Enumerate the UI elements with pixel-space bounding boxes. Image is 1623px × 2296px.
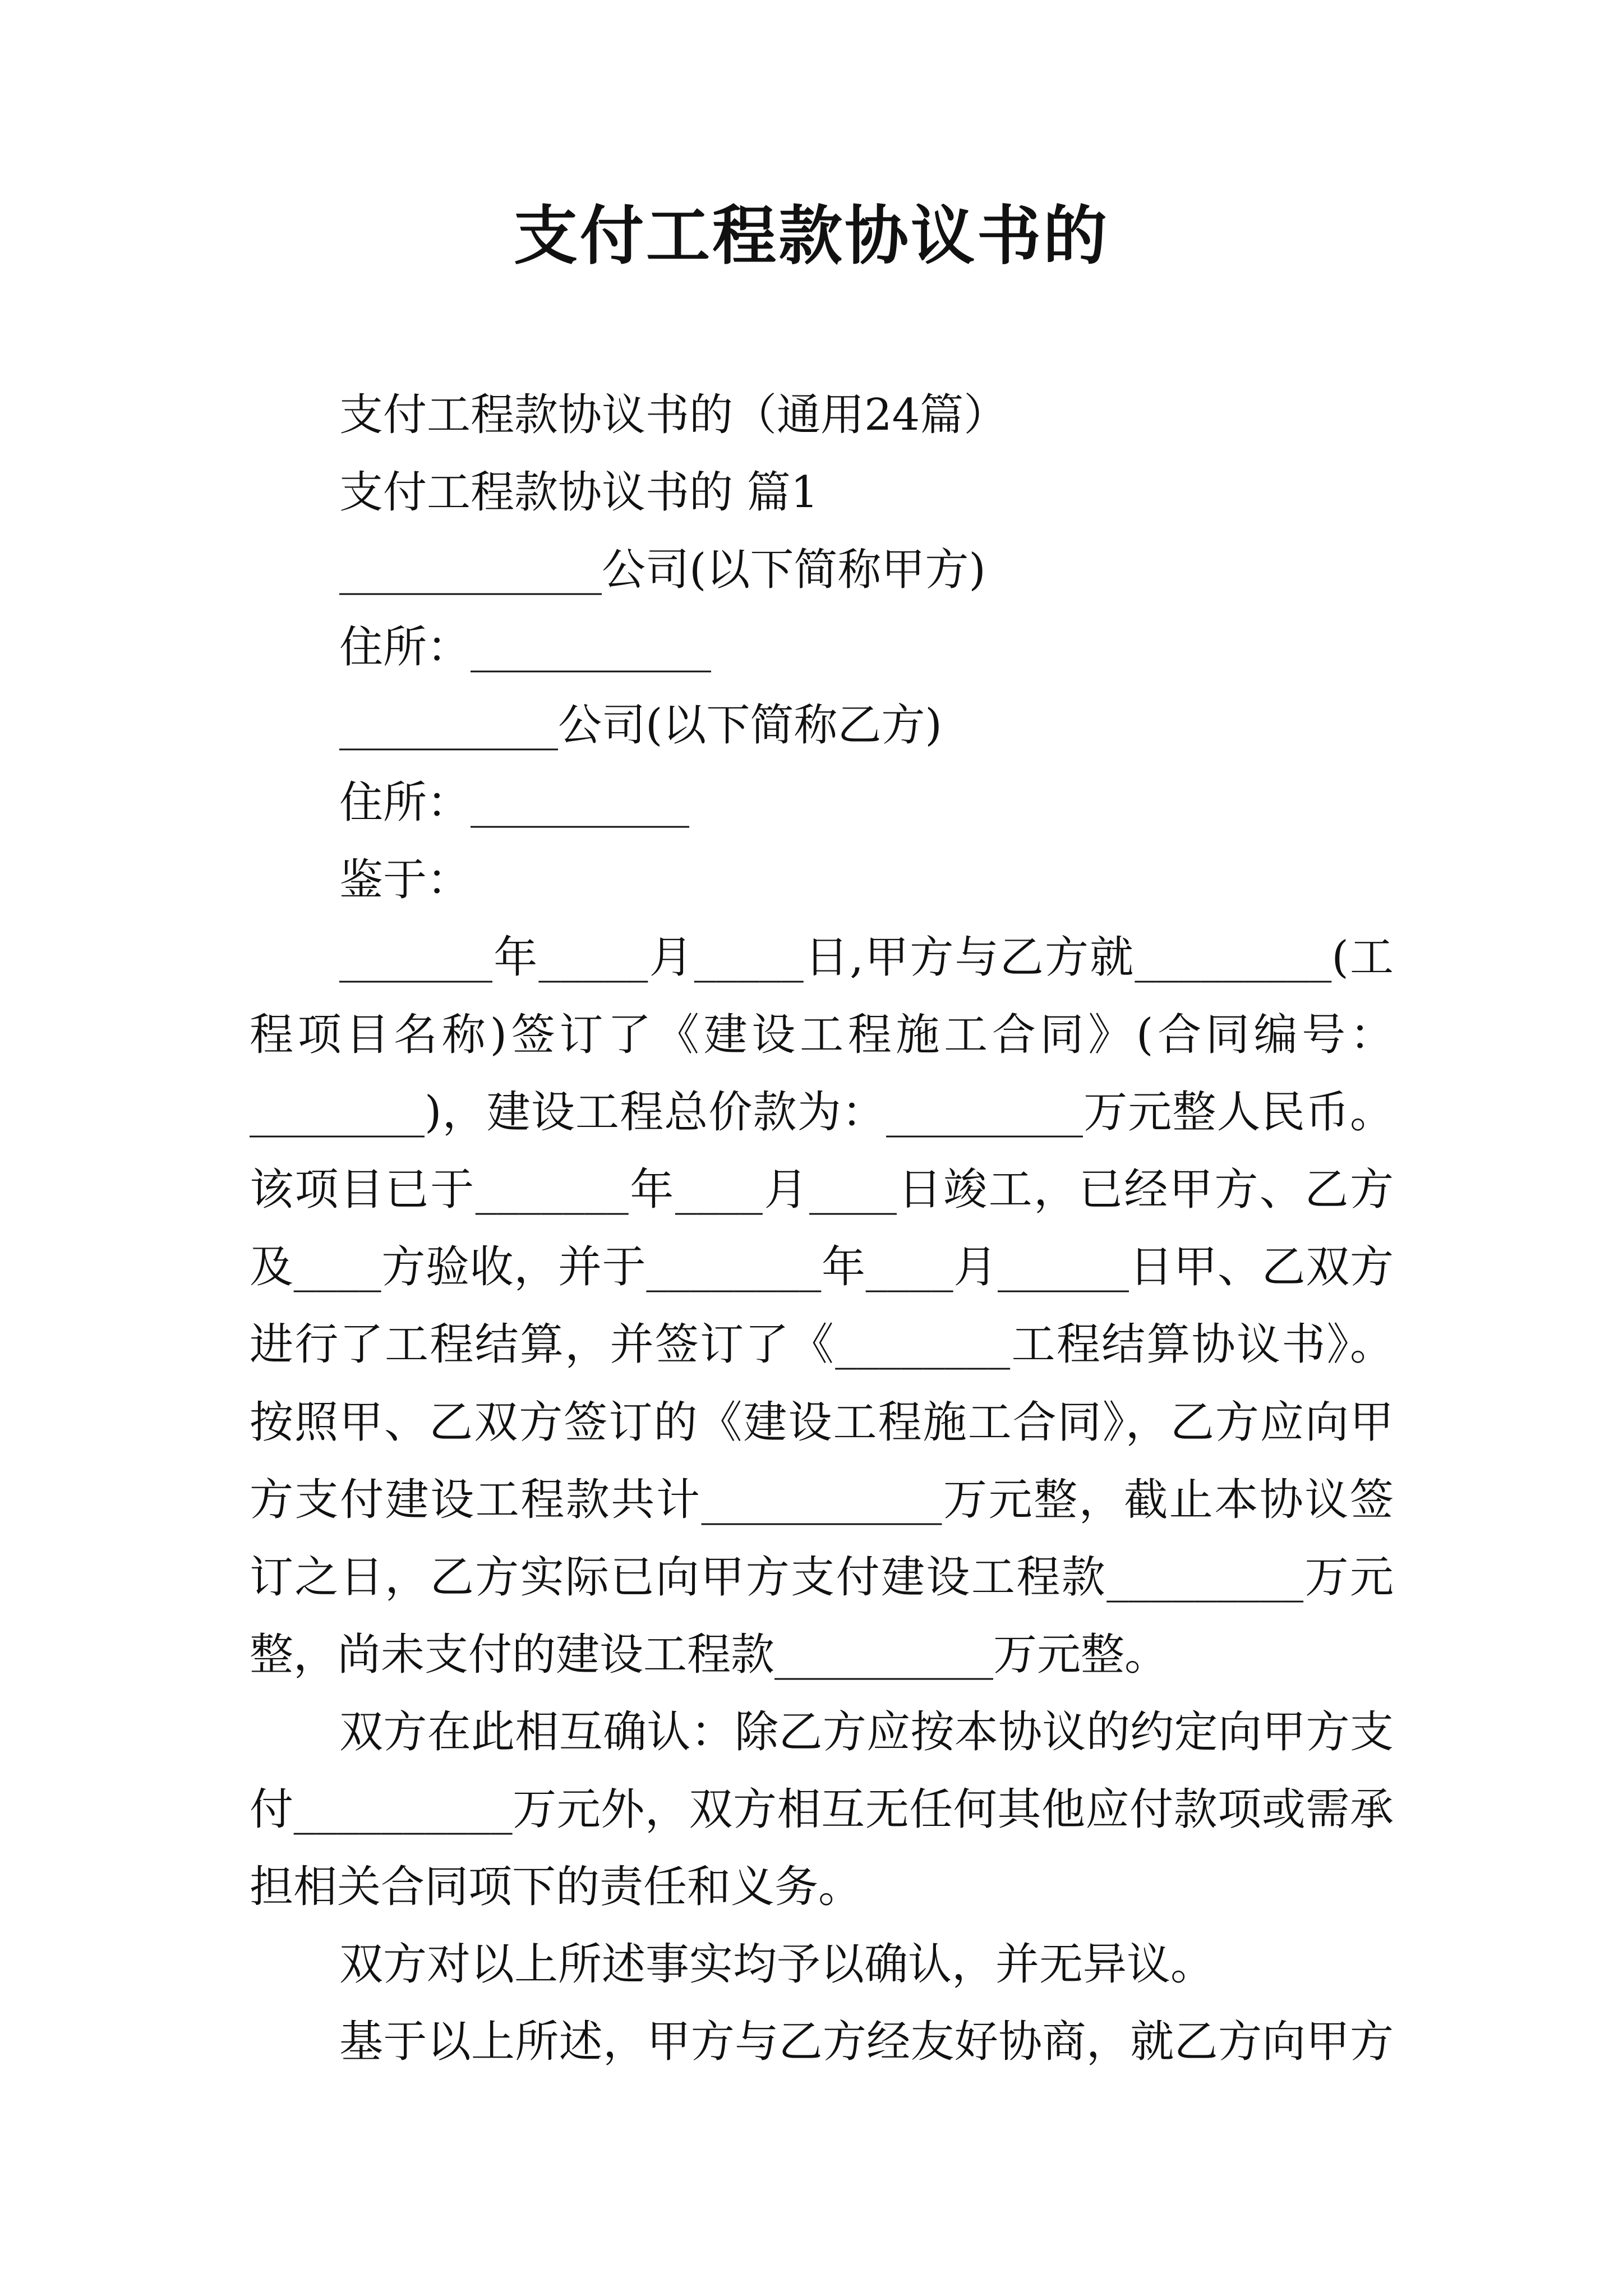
section-heading: 支付工程款协议书的 篇1 xyxy=(339,467,819,518)
party-a-line: ____________公司(以下简称甲方) xyxy=(339,545,986,595)
paragraph-line: 方支付建设工程款共计___________万元整，截止本协议签 xyxy=(250,1475,1394,1525)
party-b-line: __________公司(以下简称乙方) xyxy=(339,700,942,751)
whereas-heading: 鉴于： xyxy=(339,855,471,905)
paragraph-line: _______年_____月_____日,甲方与乙方就_________(工 xyxy=(339,932,1394,983)
document-title: 支付工程款协议书的 xyxy=(513,198,1109,273)
party-a-address: 住所：___________ xyxy=(339,622,712,673)
paragraph-line: 双方在此相互确认：除乙方应按本协议的约定向甲方支 xyxy=(339,1707,1394,1757)
paragraph-line: 按照甲、乙双方签订的《建设工程施工合同》，乙方应向甲 xyxy=(250,1397,1394,1448)
paragraph-line: 进行了工程结算，并签订了《________工程结算协议书》。 xyxy=(250,1319,1394,1370)
paragraph-line: 付__________万元外，双方相互无任何其他应付款项或需承 xyxy=(250,1784,1394,1835)
paragraph-line: 双方对以上所述事实均予以确认，并无异议。 xyxy=(339,1939,1215,1990)
paragraph-line: 订之日，乙方实际已向甲方支付建设工程款_________万元 xyxy=(250,1552,1394,1603)
paragraph-line: 程项目名称)签订了《建设工程施工合同》(合同编号： xyxy=(250,1010,1394,1060)
paragraph-line: ________)，建设工程总价款为：_________万元整人民币。 xyxy=(250,1087,1394,1138)
party-b-address: 住所：__________ xyxy=(339,777,690,828)
paragraph-line: 该项目已于_______年____月____日竣工，已经甲方、乙方 xyxy=(250,1165,1394,1215)
paragraph-line: 基于以上所述，甲方与乙方经友好协商，就乙方向甲方 xyxy=(339,2017,1394,2067)
paragraph-line: 整，尚未支付的建设工程款__________万元整。 xyxy=(250,1630,1169,1680)
subtitle-line: 支付工程款协议书的（通用24篇） xyxy=(339,390,1008,440)
paragraph-line: 及____方验收，并于________年____月______日甲、乙双方 xyxy=(250,1242,1394,1292)
paragraph-line: 担相关合同项下的责任和义务。 xyxy=(250,1862,863,1912)
